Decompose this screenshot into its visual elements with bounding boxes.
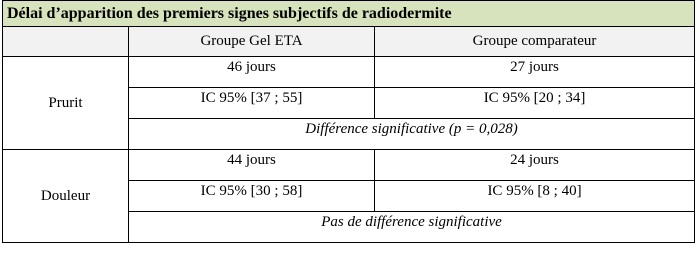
header-comparateur: Groupe comparateur <box>375 27 695 57</box>
header-empty <box>3 27 129 57</box>
douleur-gel-days: 44 jours <box>129 150 375 181</box>
prurit-gel-days: 46 jours <box>129 57 375 88</box>
table-title: Délai d’apparition des premiers signes subjectifs de radiodermite <box>3 1 695 27</box>
douleur-comp-days: 24 jours <box>375 150 695 181</box>
prurit-gel-ci: IC 95% [37 ; 55] <box>129 88 375 119</box>
table-row-prurit-days <box>3 57 695 88</box>
douleur-comp-ci: IC 95% [8 ; 40] <box>375 181 695 212</box>
douleur-gel-ci: IC 95% [30 ; 58] <box>129 181 375 212</box>
douleur-significance-note: Pas de différence significative <box>129 212 695 243</box>
table-header-row <box>3 27 695 57</box>
row-label-prurit: Prurit <box>3 57 129 150</box>
header-gel-eta: Groupe Gel ETA <box>129 27 375 57</box>
prurit-comp-days: 27 jours <box>375 57 695 88</box>
results-table-container <box>2 0 694 243</box>
table-row-douleur-days <box>3 150 695 181</box>
results-table <box>2 0 695 243</box>
table-title-row <box>3 1 695 27</box>
prurit-comp-ci: IC 95% [20 ; 34] <box>375 88 695 119</box>
prurit-significance-note: Différence significative (p = 0,028) <box>129 119 695 150</box>
row-label-douleur: Douleur <box>3 150 129 243</box>
